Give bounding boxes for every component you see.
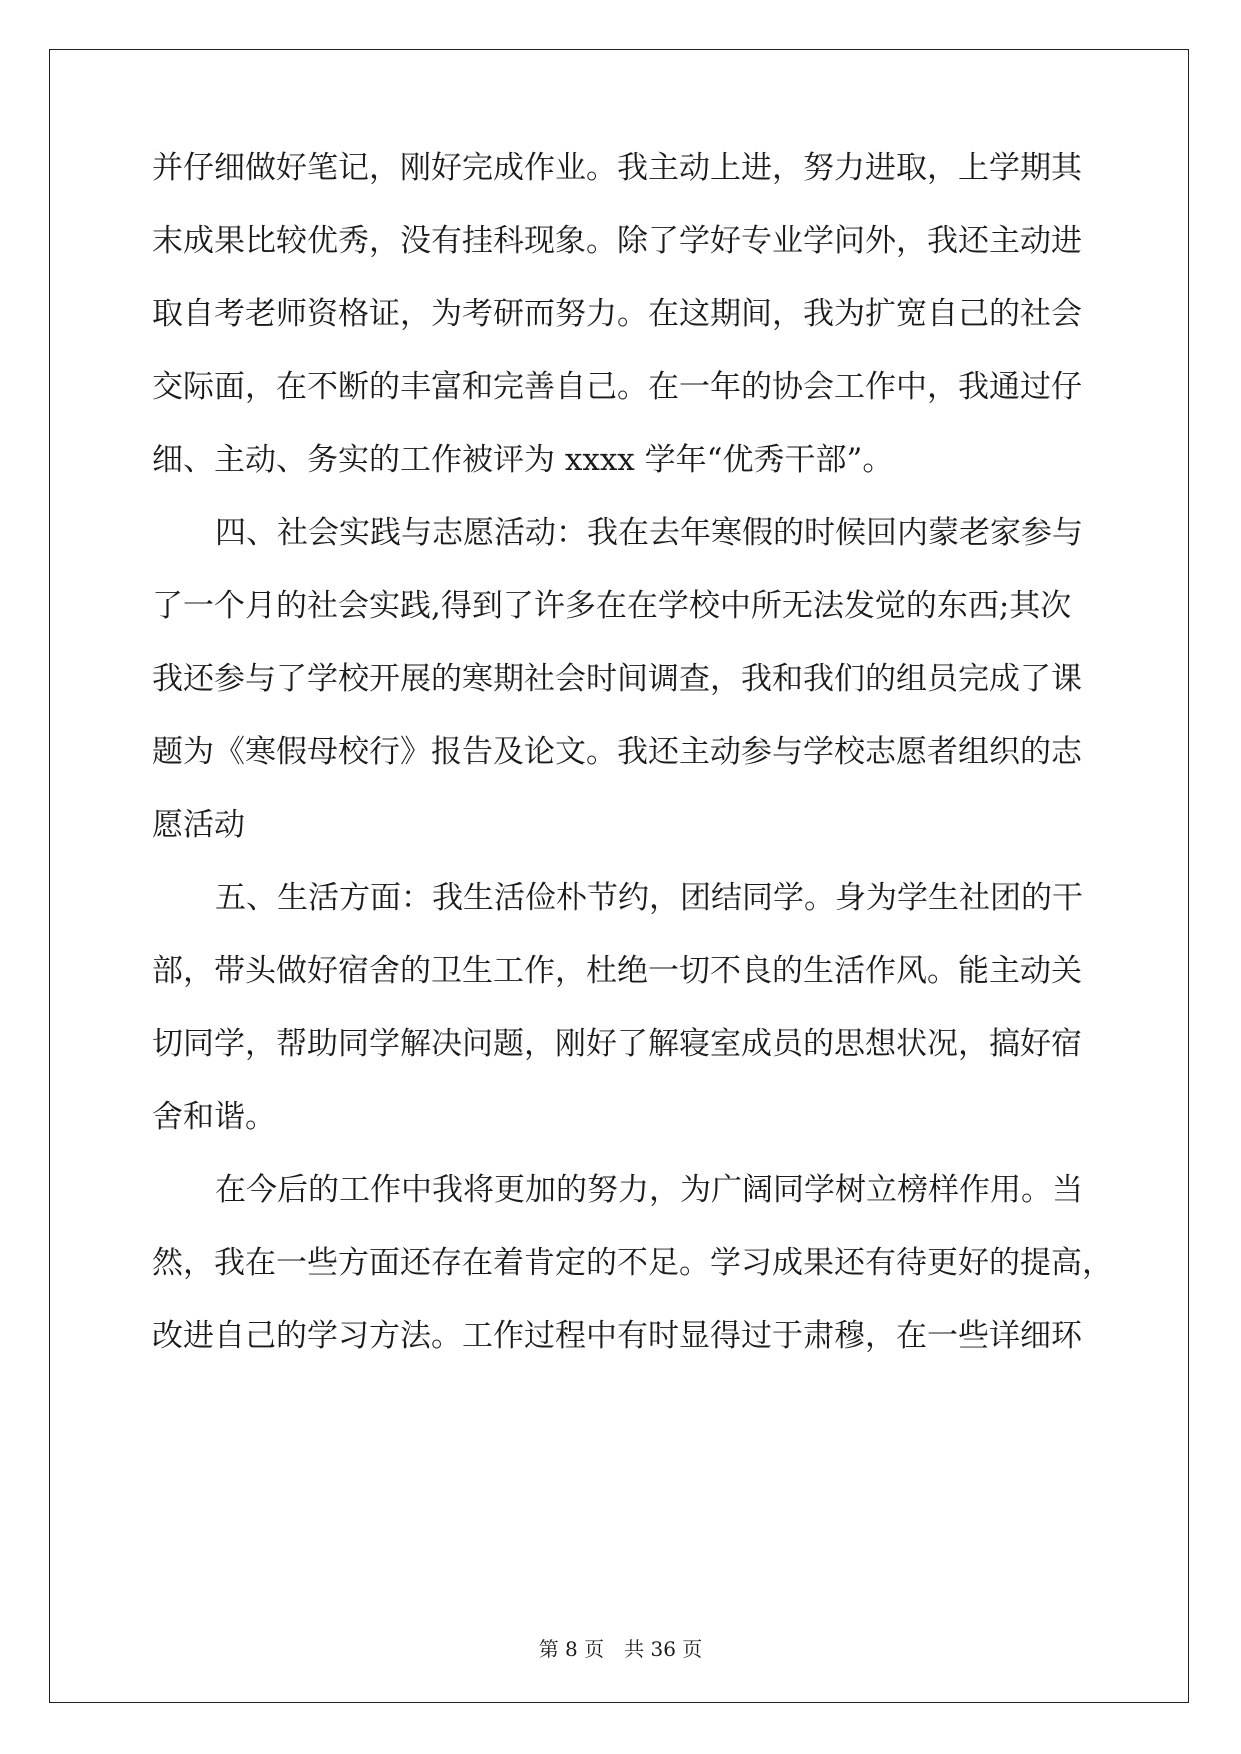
body-line-16: 然，我在一些方面还存在着肯定的不足。学习成果还有待更好的提高，	[152, 1245, 1113, 1281]
body-line-8: 我还参与了学校开展的寒期社会时间调查，我和我们的组员完成了课	[152, 661, 1082, 697]
body-line-5: 细、主动、务实的工作被评为 xxxx 学年“优秀干部”。	[152, 442, 894, 478]
body-line-10: 愿活动	[152, 807, 245, 843]
body-line-2: 末成果比较优秀，没有挂科现象。除了学好专业学问外，我还主动进	[152, 223, 1082, 259]
body-line-9: 题为《寒假母校行》报告及论文。我还主动参与学校志愿者组织的志	[152, 734, 1082, 770]
body-line-12: 部，带头做好宿舍的卫生工作，杜绝一切不良的生活作风。能主动关	[152, 953, 1082, 989]
paragraph-four-start: 四、社会实践与志愿活动：我在去年寒假的时候回内蒙老家参与	[215, 515, 1083, 551]
body-line-4: 交际面，在不断的丰富和完善自己。在一年的协会工作中，我通过仔	[152, 369, 1082, 405]
body-line-7: 了一个月的社会实践,得到了许多在在学校中所无法发觉的东西;其次	[152, 588, 1072, 624]
body-line-3: 取自考老师资格证，为考研而努力。在这期间，我为扩宽自己的社会	[152, 296, 1082, 332]
paragraph-five-start: 五、生活方面：我生活俭朴节约，团结同学。身为学生社团的干	[215, 880, 1083, 916]
page-number-footer: 第 8 页 共 36 页	[538, 1637, 703, 1661]
body-line-13: 切同学，帮助同学解决问题，刚好了解寝室成员的思想状况，搞好宿	[152, 1026, 1082, 1062]
paragraph-closing-start: 在今后的工作中我将更加的努力，为广阔同学树立榜样作用。当	[215, 1172, 1083, 1208]
body-line-14: 舍和谐。	[152, 1099, 276, 1135]
body-line-17: 改进自己的学习方法。工作过程中有时显得过于肃穆，在一些详细环	[152, 1318, 1082, 1354]
body-line-1: 并仔细做好笔记，刚好完成作业。我主动上进，努力进取，上学期其	[152, 150, 1082, 186]
